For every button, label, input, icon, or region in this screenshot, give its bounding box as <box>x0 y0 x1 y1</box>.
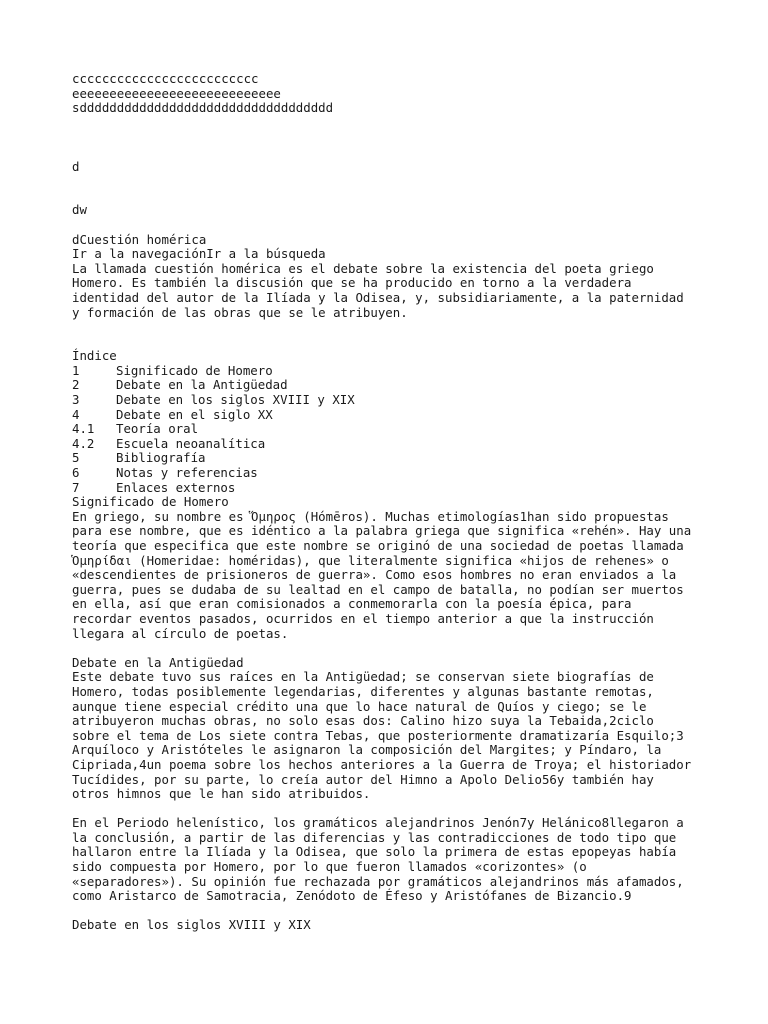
toc-label[interactable]: Bibliografía <box>116 450 206 466</box>
stray-text: dw <box>72 202 87 218</box>
text-line: La llamada cuestión homérica es el debate sobre la existencia del poeta griego <box>72 260 654 276</box>
text-line: sido compuesta por Homero, por lo que fueron llamados «corizontes» (o <box>72 859 587 875</box>
text-line: Homero, todas posiblemente legendarias, diferentes y algunas bastante remotas, <box>72 683 654 699</box>
text-line: para ese nombre, que es idéntico a la palabra griega que significa «rehén». Hay una <box>72 523 692 539</box>
article-title: dCuestión homérica <box>72 231 207 247</box>
intro-paragraph <box>72 262 762 320</box>
text-line: y formación de las obras que se le atribuyen. <box>72 304 408 320</box>
document-page <box>72 72 762 933</box>
table-of-contents <box>72 364 762 495</box>
header-line: sdddddddddddddddddddddddddddddddddd <box>72 100 334 116</box>
toc-item[interactable] <box>72 437 762 452</box>
text-line: Cipriada,4un poema sobre los hechos anteriores a la Guerra de Troya; el historiador <box>72 756 692 772</box>
text-line: «descendientes de prisioneros de guerra». Como esos hombres no eran enviados a la <box>72 567 677 583</box>
toc-item[interactable] <box>72 466 762 481</box>
text-line: identidad del autor de la Ilíada y la Odisea, y, subsidiariamente, a la paternidad <box>72 289 684 305</box>
text-line: Homero. Es también la discusión que se ha producido en torno a la verdadera <box>72 275 632 291</box>
text-line: Arquíloco y Aristóteles le asignaron la composición del Margites; y Píndaro, la <box>72 742 662 758</box>
toc-number: 4.1 <box>72 421 95 437</box>
section-heading: Debate en los siglos XVIII y XIX <box>72 917 311 933</box>
text-line: aunque tiene especial crédito una que lo hace natural de Quíos y ciego; se le <box>72 698 647 714</box>
stray-text: d <box>72 158 80 174</box>
toc-label[interactable]: Teoría oral <box>116 421 199 437</box>
section-heading: Significado de Homero <box>72 494 229 510</box>
text-line: sobre el tema de Los siete contra Tebas, que posteriormente dramatizaría Esquilo;3 <box>72 727 684 743</box>
toc-number: 4.2 <box>72 435 95 451</box>
skip-navigation-links[interactable]: Ir a la navegaciónIr a la búsqueda <box>72 246 326 262</box>
text-line: recordar eventos pasados, ocurridos en el tiempo anterior a que la instrucción <box>72 610 654 626</box>
toc-number: 6 <box>72 465 80 481</box>
text-line: la conclusión, a partir de las diferencias y las contradicciones de todo tipo que <box>72 829 677 845</box>
text-line: Ὁμηρίδαι (Homeridae: homéridas), que literalmente significa «hijos de rehenes» o <box>72 552 669 568</box>
toc-item[interactable] <box>72 422 762 437</box>
toc-item[interactable] <box>72 393 762 408</box>
text-line: En el Periodo helenístico, los gramáticos alejandrinos Jenón7y Helánico8llegaron a <box>72 815 684 831</box>
text-line: otros himnos que le han sido atribuidos. <box>72 786 371 802</box>
text-line: teoría que especifica que este nombre se originó de una sociedad de poetas llamada <box>72 538 684 554</box>
toc-label[interactable]: Notas y referencias <box>116 465 258 481</box>
toc-item[interactable] <box>72 451 762 466</box>
header-line: eeeeeeeeeeeeeeeeeeeeeeeeeeee <box>72 85 281 101</box>
toc-label[interactable]: Debate en el siglo XX <box>116 406 273 422</box>
toc-number: 1 <box>72 362 80 378</box>
toc-label[interactable]: Debate en la Antigüedad <box>116 377 288 393</box>
text-line: en ella, así que eran comisionados a conmemorarla con la poesía épica, para <box>72 596 632 612</box>
text-line: «separadores»). Su opinión fue rechazada por gramáticos alejandrinos más afamados, <box>72 873 684 889</box>
section-heading: Debate en la Antigüedad <box>72 654 244 670</box>
section-paragraph <box>72 670 762 801</box>
text-line: atribuyeron muchas obras, no solo esas dos: Calino hizo suya la Tebaida,2ciclo <box>72 713 654 729</box>
toc-number: 4 <box>72 406 80 422</box>
text-line: En griego, su nombre es Ὅμηρος (Hómēros). Muchas etimologías1han sido propuestas <box>72 508 669 524</box>
toc-heading: Índice <box>72 348 117 364</box>
text-line: Este debate tuvo sus raíces en la Antigüedad; se conservan siete biografías de <box>72 669 654 685</box>
toc-label[interactable]: Significado de Homero <box>116 362 273 378</box>
toc-item[interactable] <box>72 408 762 423</box>
section-paragraph <box>72 816 762 904</box>
toc-number: 7 <box>72 479 80 495</box>
text-line: Tucídides, por su parte, lo creía autor del Himno a Apolo Delio56y también hay <box>72 771 654 787</box>
toc-number: 5 <box>72 450 80 466</box>
toc-number: 3 <box>72 392 80 408</box>
text-line: llegara al círculo de poetas. <box>72 625 289 641</box>
toc-number: 2 <box>72 377 80 393</box>
toc-item[interactable] <box>72 481 762 496</box>
toc-item[interactable] <box>72 364 762 379</box>
section-paragraph <box>72 510 762 641</box>
text-line: hallaron entre la Ilíada y la Odisea, que solo la primera de estas epopeyas había <box>72 844 677 860</box>
toc-label[interactable]: Enlaces externos <box>116 479 236 495</box>
toc-label[interactable]: Escuela neoanalítica <box>116 435 266 451</box>
text-line: guerra, pues se dudaba de su lealtad en el campo de batalla, no podían ser muertos <box>72 581 684 597</box>
header-line: ccccccccccccccccccccccccc <box>72 71 259 86</box>
toc-label[interactable]: Debate en los siglos XVIII y XIX <box>116 392 355 408</box>
toc-item[interactable] <box>72 378 762 393</box>
text-line: como Aristarco de Samotracia, Zenódoto de Éfeso y Aristófanes de Bizancio.9 <box>72 888 632 904</box>
